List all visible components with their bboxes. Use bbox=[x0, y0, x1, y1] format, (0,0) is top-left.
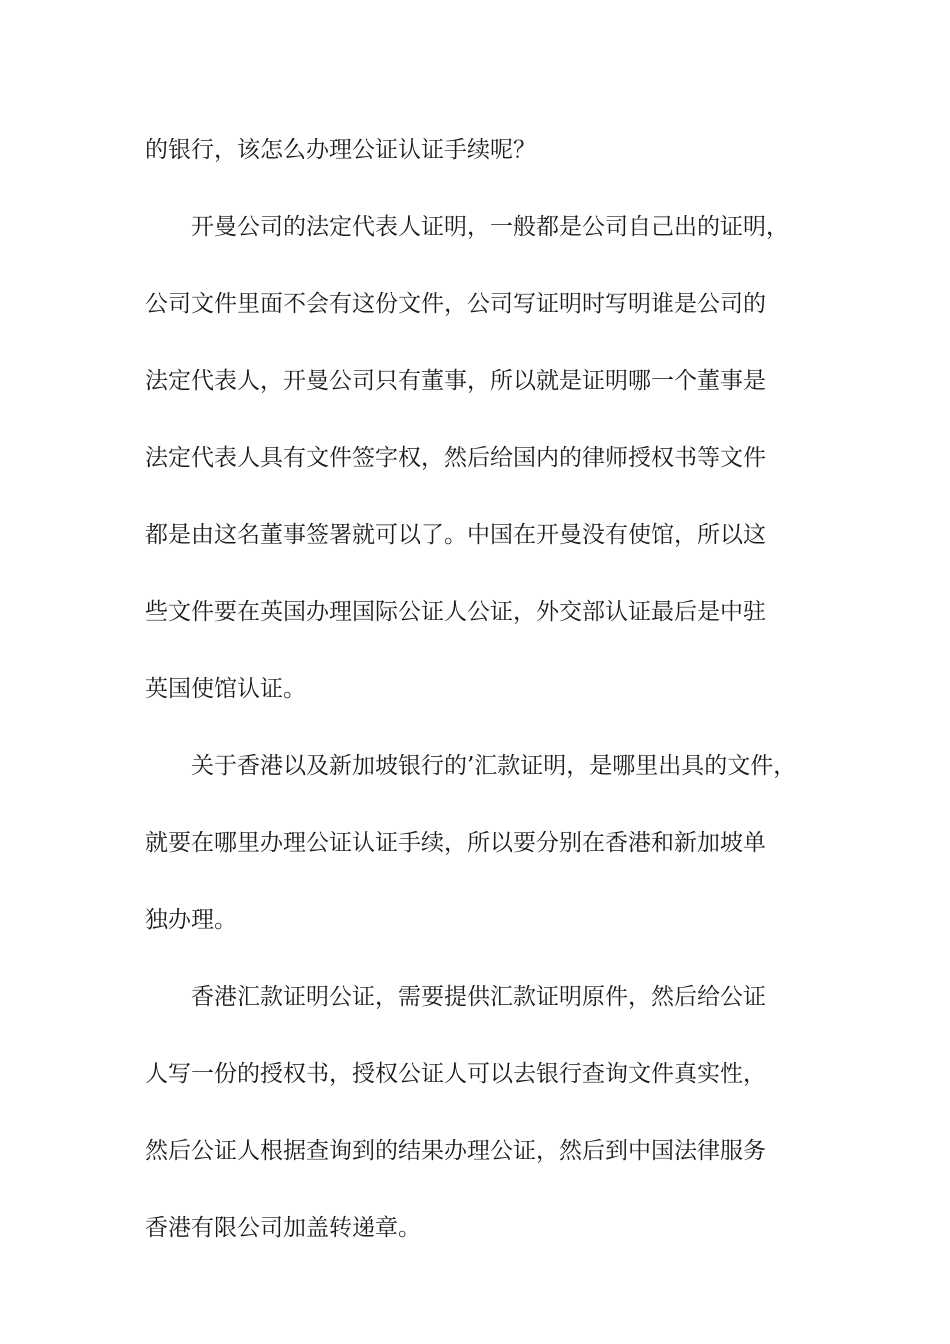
text-line: 人写一份的授权书，授权公证人可以去银行查询文件真实性， bbox=[145, 1061, 766, 1087]
paragraph-first-line: 关于香港以及新加坡银行的’汇款证明，是哪里出具的文件， bbox=[191, 753, 797, 779]
text-line: 就要在哪里办理公证认证手续，所以要分别在香港和新加坡单 bbox=[145, 830, 766, 856]
text-line: 然后公证人根据查询到的结果办理公证，然后到中国法律服务 bbox=[145, 1138, 766, 1164]
text-line: 公司文件里面不会有这份文件，公司写证明时写明谁是公司的 bbox=[145, 291, 766, 317]
paragraph-first-line: 开曼公司的法定代表人证明，一般都是公司自己出的证明， bbox=[191, 214, 789, 240]
text-line: 法定代表人，开曼公司只有董事，所以就是证明哪一个董事是 bbox=[145, 368, 766, 394]
document-body bbox=[145, 128, 810, 1250]
text-line: 法定代表人具有文件签字权，然后给国内的律师授权书等文件 bbox=[145, 445, 766, 471]
text-line: 香港有限公司加盖转递章。 bbox=[145, 1215, 421, 1241]
text-line: 的银行，该怎么办理公证认证手续呢？ bbox=[145, 137, 536, 163]
text-line: 英国使馆认证。 bbox=[145, 676, 306, 702]
text-line: 些文件要在英国办理国际公证人公证，外交部认证最后是中驻 bbox=[145, 599, 766, 625]
text-line: 都是由这名董事签署就可以了。中国在开曼没有使馆，所以这 bbox=[145, 522, 766, 548]
paragraph-first-line: 香港汇款证明公证，需要提供汇款证明原件，然后给公证 bbox=[191, 984, 766, 1010]
text-line: 独办理。 bbox=[145, 907, 237, 933]
